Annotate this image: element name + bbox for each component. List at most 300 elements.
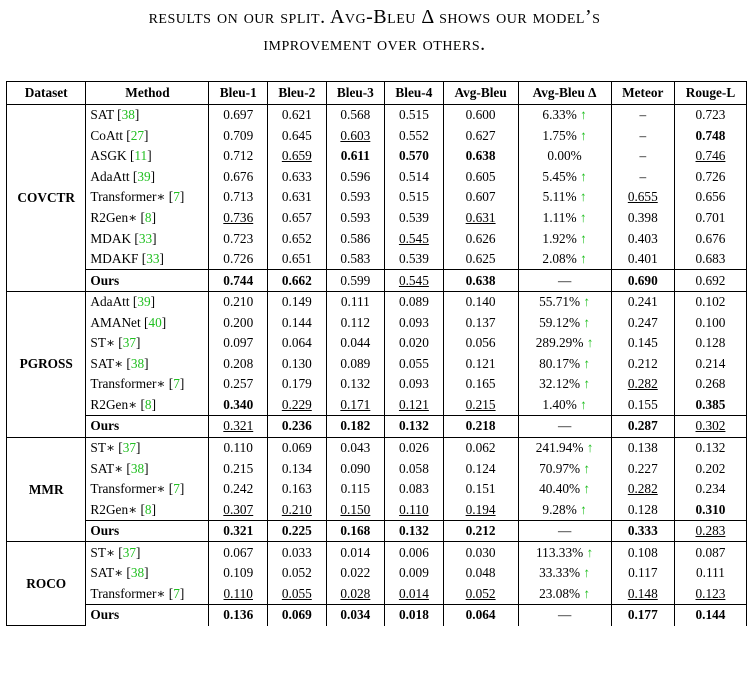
citation-link[interactable]: 7 [173,481,180,497]
value-cell [674,187,746,208]
cell-value: 1.75% [542,127,577,143]
value-cell [443,416,518,438]
method-name: AdaAtt [90,168,130,184]
table-row [7,126,747,147]
method-cell: MDAKF [33] [86,249,209,270]
up-arrow-icon: ↑ [576,230,587,246]
value-cell [209,105,268,126]
cell-value: 0.599 [340,272,371,288]
cell-value: – [639,107,647,123]
citation-link[interactable]: 38 [121,107,135,123]
value-cell [326,520,385,542]
value-cell [443,520,518,542]
column-header: Bleu-4 [385,82,444,105]
cell-value: 0.144 [695,607,726,623]
cell-value: 0.401 [627,251,658,267]
cell-value: 0.020 [398,335,429,351]
citation-link[interactable]: 7 [173,585,180,601]
cell-value: 0.268 [695,376,726,392]
cell-value: 0.034 [340,607,371,623]
up-arrow-icon: ↑ [580,565,591,581]
cell-value: 0.089 [398,294,429,310]
cell-value: 0.333 [627,523,658,539]
value-cell [209,146,268,167]
cell-value: 0.631 [465,210,496,225]
value-cell [518,228,611,249]
cell-value: 0.676 [223,168,254,184]
cell-value: 0.200 [223,314,254,330]
method-name: ST∗ [90,440,115,456]
up-arrow-icon: ↑ [580,481,591,497]
table-row [7,249,747,270]
cell-value: 0.055 [281,585,312,601]
value-cell [518,146,611,167]
method-name: SAT [90,107,114,123]
cell-value: — [557,607,572,623]
cell-value: 0.009 [398,565,429,581]
value-cell [674,333,746,354]
value-cell [209,291,268,312]
up-arrow-icon: ↑ [576,501,587,517]
citation-link[interactable]: 38 [130,355,145,371]
citation-link[interactable]: 37 [122,335,137,351]
up-arrow-icon: ↑ [576,251,587,267]
cell-value: 0.652 [281,230,312,246]
cell-value: 113.33% [536,544,584,560]
cell-value: 2.08% [542,251,577,267]
value-cell [518,395,611,416]
method-cell: Transformer∗ [7] [86,584,209,605]
value-cell [611,605,674,626]
up-arrow-icon: ↑ [576,168,587,184]
cell-value: 0.179 [281,376,312,392]
value-cell [326,479,385,500]
ours-row [7,416,747,438]
value-cell [326,126,385,147]
cell-value: 0.111 [340,294,370,310]
value-cell [611,291,674,312]
cell-value: 0.552 [398,127,429,143]
cell-value: 0.242 [223,481,254,497]
column-header: Method [86,82,209,105]
cell-value: 0.033 [281,544,312,560]
value-cell [611,354,674,375]
value-cell [209,605,268,626]
value-cell [674,479,746,500]
cell-value: 0.282 [627,376,658,392]
ours-row [7,605,747,626]
value-cell [385,187,444,208]
value-cell [209,228,268,249]
cell-value: 0.545 [398,272,429,288]
method-cell: R2Gen∗ [8] [86,395,209,416]
cell-value: 80.17% [539,355,581,371]
method-name: SAT∗ [90,355,124,371]
value-cell [385,374,444,395]
value-cell [674,167,746,188]
cell-value: 0.110 [223,440,253,456]
method-name: MDAKF [90,251,139,267]
cell-value: 23.08% [539,585,581,601]
value-cell [209,333,268,354]
cell-value: 40.40% [539,481,581,497]
value-cell [209,126,268,147]
value-cell [674,354,746,375]
cell-value: 0.144 [281,314,312,330]
value-cell [674,520,746,542]
cell-value: 0.607 [465,189,496,205]
value-cell [443,479,518,500]
citation-link[interactable]: 40 [148,314,162,330]
cell-value: 0.214 [695,355,726,371]
value-cell [326,395,385,416]
method-cell: ASGK [11] [86,146,209,167]
value-cell [674,312,746,333]
cell-value: 0.056 [465,335,496,351]
value-cell [326,167,385,188]
cell-value: 0.028 [340,585,371,601]
cell-value: 0.109 [223,565,254,581]
citation-link[interactable]: 7 [173,376,180,392]
value-cell [385,542,444,563]
cell-value: 0.215 [223,460,254,476]
cell-value: 55.71% [539,294,581,310]
cell-value: 0.089 [340,355,371,371]
citation-link[interactable]: 37 [122,440,137,456]
value-cell [443,458,518,479]
cell-value: 0.657 [281,210,312,225]
up-arrow-icon: ↑ [576,396,587,412]
method-name: Transformer∗ [90,189,166,205]
method-cell: CoAtt [27] [86,126,209,147]
cell-value: 0.631 [281,189,312,205]
cell-value: 0.182 [340,418,371,434]
value-cell [209,374,268,395]
cell-value: 0.117 [628,565,658,581]
dataset-cell: MMR [7,437,86,542]
cell-value: 0.171 [340,396,371,412]
value-cell [518,479,611,500]
cell-value: 0.163 [281,481,312,497]
table-row [7,479,747,500]
cell-value: 0.014 [340,544,371,560]
value-cell [209,208,268,229]
value-cell [443,354,518,375]
cell-value: 0.726 [695,168,726,184]
value-cell [268,520,327,542]
cell-value: 6.33% [542,107,577,123]
cell-value: 0.701 [695,210,726,225]
value-cell [611,228,674,249]
cell-value: 0.093 [398,314,429,330]
value-cell [385,249,444,270]
value-cell [209,499,268,520]
caption-line-1: results on our split. Avg-Bleu Δ shows our model’s [148,6,601,28]
value-cell [518,208,611,229]
citation-link[interactable]: 8 [144,396,152,412]
citation-link[interactable]: 27 [130,127,144,143]
cell-value: 0.385 [695,396,726,412]
value-cell [326,354,385,375]
value-cell [209,520,268,542]
value-cell [326,312,385,333]
cell-value: 0.662 [281,272,312,288]
value-cell [209,354,268,375]
value-cell [443,542,518,563]
value-cell [443,374,518,395]
cell-value: 0.633 [281,168,312,184]
cell-value: 0.626 [465,230,496,246]
column-header: Rouge-L [674,82,746,105]
citation-link[interactable]: 39 [137,168,151,184]
cell-value: 0.321 [223,418,254,434]
value-cell [611,167,674,188]
citation-link[interactable]: 8 [144,210,152,225]
value-cell [611,520,674,542]
cell-value: 0.638 [465,148,496,164]
cell-value: 0.165 [465,376,496,392]
table-row [7,105,747,126]
cell-value: 9.28% [542,501,577,517]
cell-value: 0.052 [281,565,312,581]
cell-value: 0.283 [695,523,726,539]
cell-value: 0.603 [340,127,371,143]
value-cell [385,395,444,416]
value-cell [443,584,518,605]
cell-value: 0.690 [627,272,658,288]
citation-link[interactable]: 37 [122,544,137,560]
table-row [7,228,747,249]
cell-value: 0.709 [223,127,254,143]
cell-value: 0.083 [398,481,429,497]
value-cell [268,605,327,626]
citation-link[interactable]: 33 [138,230,153,246]
value-cell [268,126,327,147]
cell-value: 0.218 [465,418,496,434]
cell-value: 0.723 [223,230,254,246]
method-cell: ST∗ [37] [86,542,209,563]
value-cell [611,437,674,458]
value-cell [209,249,268,270]
cell-value: 0.692 [695,272,726,288]
cell-value: 0.746 [695,148,726,164]
value-cell [268,416,327,438]
citation-link[interactable]: 38 [130,565,145,581]
value-cell [611,542,674,563]
up-arrow-icon: ↑ [583,440,594,456]
column-header: Avg-Bleu Δ [518,82,611,105]
value-cell [209,563,268,584]
cell-value: 0.132 [340,376,371,392]
value-cell [443,312,518,333]
cell-value: 0.340 [223,396,254,412]
citation-link[interactable]: 38 [130,460,145,476]
cell-value: — [557,523,572,539]
cell-value: 0.282 [627,481,658,497]
method-cell-ours: Ours [86,270,209,292]
cell-value: 0.018 [398,607,429,623]
value-cell [385,520,444,542]
cell-value: 0.247 [627,314,658,330]
value-cell [518,270,611,292]
method-name: Transformer∗ [90,481,166,497]
value-cell [443,167,518,188]
cell-value: 0.168 [340,523,371,539]
table-row [7,499,747,520]
value-cell [268,105,327,126]
cell-value: 0.043 [340,440,371,456]
value-cell [385,605,444,626]
method-cell: R2Gen∗ [8] [86,208,209,229]
value-cell [611,208,674,229]
cell-value: 0.227 [627,460,658,476]
cell-value: 0.134 [281,460,312,476]
method-cell: Transformer∗ [7] [86,374,209,395]
method-name: R2Gen∗ [90,501,138,517]
cell-value: 0.112 [340,314,371,330]
cell-value: – [639,127,647,143]
value-cell [326,270,385,292]
table-row [7,584,747,605]
value-cell [326,584,385,605]
method-cell: Transformer∗ [7] [86,187,209,208]
value-cell [443,187,518,208]
value-cell [385,126,444,147]
cell-value: 0.110 [223,585,253,601]
value-cell [209,270,268,292]
value-cell [674,126,746,147]
cell-value: 0.151 [465,481,496,497]
value-cell [385,499,444,520]
cell-value: 0.128 [695,335,726,351]
value-cell [268,584,327,605]
cell-value: 0.398 [627,210,658,225]
value-cell [268,499,327,520]
method-name: MDAK [90,230,132,246]
value-cell [611,416,674,438]
value-cell [611,499,674,520]
cell-value: 0.108 [627,544,658,560]
value-cell [674,228,746,249]
cell-value: 0.736 [223,210,254,225]
method-cell: AMANet [40] [86,312,209,333]
header-row [7,82,747,105]
table-row [7,354,747,375]
cell-value: 0.124 [465,460,496,476]
cell-value: 0.600 [465,107,496,123]
cell-value: 0.257 [223,376,254,392]
cell-value: 0.058 [398,460,429,476]
method-name: ST∗ [90,544,115,560]
value-cell [385,354,444,375]
up-arrow-icon: ↑ [580,314,591,330]
value-cell [209,187,268,208]
value-cell [518,187,611,208]
cell-value: 0.048 [465,565,496,581]
value-cell [674,146,746,167]
cell-value: 0.140 [465,294,496,310]
value-cell [674,395,746,416]
cell-value: 0.00% [547,148,582,164]
value-cell [443,228,518,249]
cell-value: 0.697 [223,107,254,123]
cell-value: 0.150 [340,501,371,517]
cell-value: 0.515 [398,189,429,205]
value-cell [518,374,611,395]
citation-link[interactable]: 8 [144,501,152,517]
citation-link[interactable]: 11 [134,148,148,164]
value-cell [518,542,611,563]
cell-value: 0.307 [223,501,254,517]
cell-value: 0.022 [340,565,371,581]
value-cell [209,167,268,188]
table-caption [0,4,749,58]
citation-link[interactable]: 7 [173,189,180,205]
method-name: R2Gen∗ [90,396,138,412]
cell-value: 0.102 [695,294,726,310]
value-cell [268,291,327,312]
cell-value: 0.234 [695,481,726,497]
value-cell [518,333,611,354]
value-cell [385,584,444,605]
cell-value: 0.148 [627,585,658,601]
value-cell [674,458,746,479]
citation-link[interactable]: 33 [146,251,160,267]
cell-value: 0.583 [340,251,371,267]
table-row [7,167,747,188]
method-cell: ST∗ [37] [86,333,209,354]
value-cell [443,291,518,312]
cell-value: 70.97% [539,460,581,476]
table-row [7,542,747,563]
value-cell [518,291,611,312]
cell-value: 0.087 [695,544,726,560]
table-row [7,187,747,208]
cell-value: 0.568 [340,107,371,123]
value-cell [326,563,385,584]
citation-link[interactable]: 39 [137,294,151,310]
cell-value: 0.136 [223,607,254,623]
value-cell [611,374,674,395]
value-cell [268,187,327,208]
cell-value: 0.132 [398,523,429,539]
value-cell [326,187,385,208]
value-cell [443,270,518,292]
results-table [6,81,747,626]
value-cell [385,228,444,249]
cell-value: 0.627 [465,127,496,143]
cell-value: 0.321 [223,523,254,539]
cell-value: 0.097 [223,335,254,351]
value-cell [518,563,611,584]
method-name: ST∗ [90,335,115,351]
value-cell [268,228,327,249]
value-cell [326,605,385,626]
value-cell [674,605,746,626]
cell-value: 0.132 [695,440,726,456]
value-cell [326,228,385,249]
up-arrow-icon: ↑ [580,585,591,601]
up-arrow-icon: ↑ [576,127,587,143]
method-cell: SAT∗ [38] [86,458,209,479]
cell-value: 0.241 [627,294,658,310]
up-arrow-icon: ↑ [580,376,591,392]
method-cell-ours: Ours [86,605,209,626]
value-cell [443,563,518,584]
value-cell [385,437,444,458]
value-cell [611,312,674,333]
cell-value: 0.645 [281,127,312,143]
